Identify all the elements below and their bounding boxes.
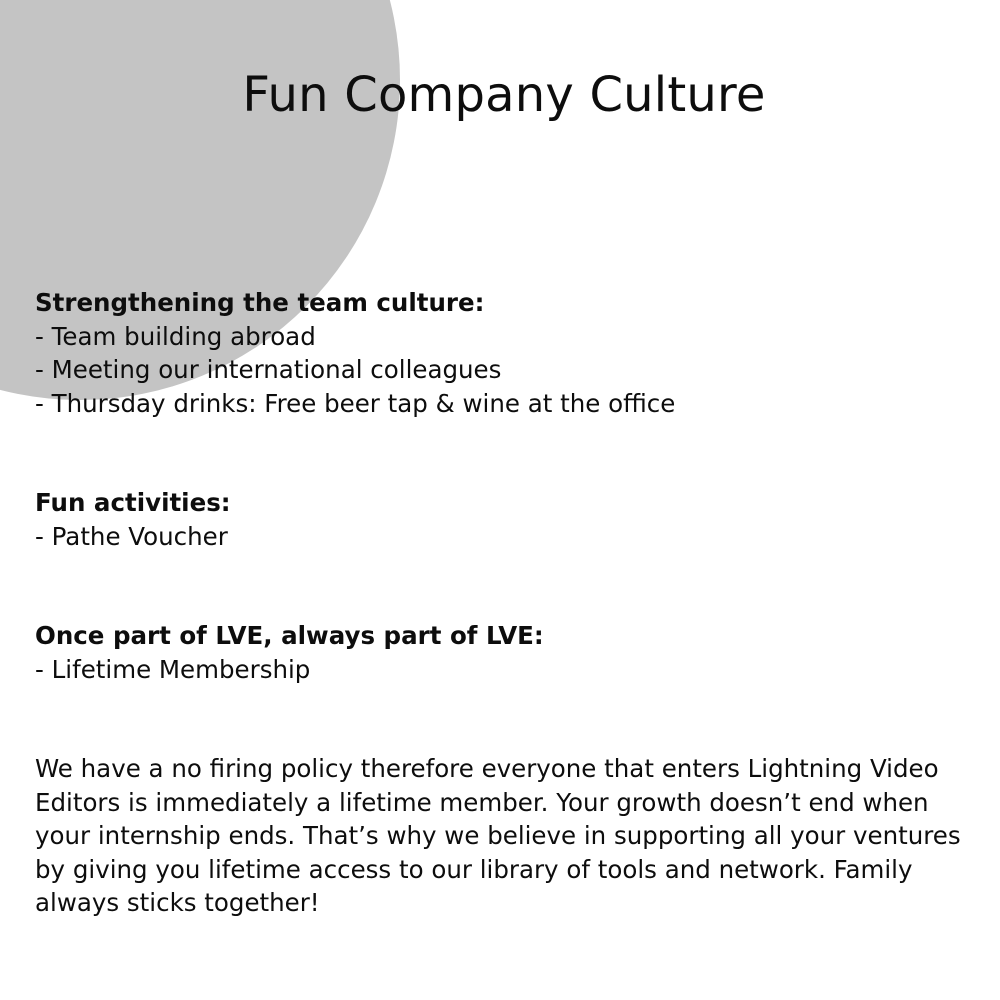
- list-item: - Pathe Voucher: [35, 521, 228, 551]
- closing-paragraph: We have a no firing policy therefore everyone that enters Lightning Video Editors is immediately a lifetime member. Your growth doesn’t end when your internship ends. That’s why we believe in supporting all your ventures by giving you lifetime access to our library of tools and network. Family always sticks together!: [35, 754, 961, 917]
- section-team-culture: [35, 286, 975, 420]
- list-item: - Thursday drinks: Free beer tap & wine at the office: [35, 388, 676, 418]
- section-fun-activities: [35, 486, 975, 553]
- section-heading: Fun activities:: [35, 488, 231, 517]
- list-item: - Meeting our international colleagues: [35, 355, 502, 384]
- list-item: - Team building abroad: [35, 321, 316, 351]
- page-title: Fun Company Culture: [242, 67, 766, 123]
- list-item: - Lifetime Membership: [35, 654, 311, 684]
- section-heading: Strengthening the team culture:: [35, 288, 485, 317]
- section-heading: Once part of LVE, always part of LVE:: [35, 621, 544, 650]
- content-body: [35, 286, 975, 920]
- section-lifetime: [35, 619, 975, 686]
